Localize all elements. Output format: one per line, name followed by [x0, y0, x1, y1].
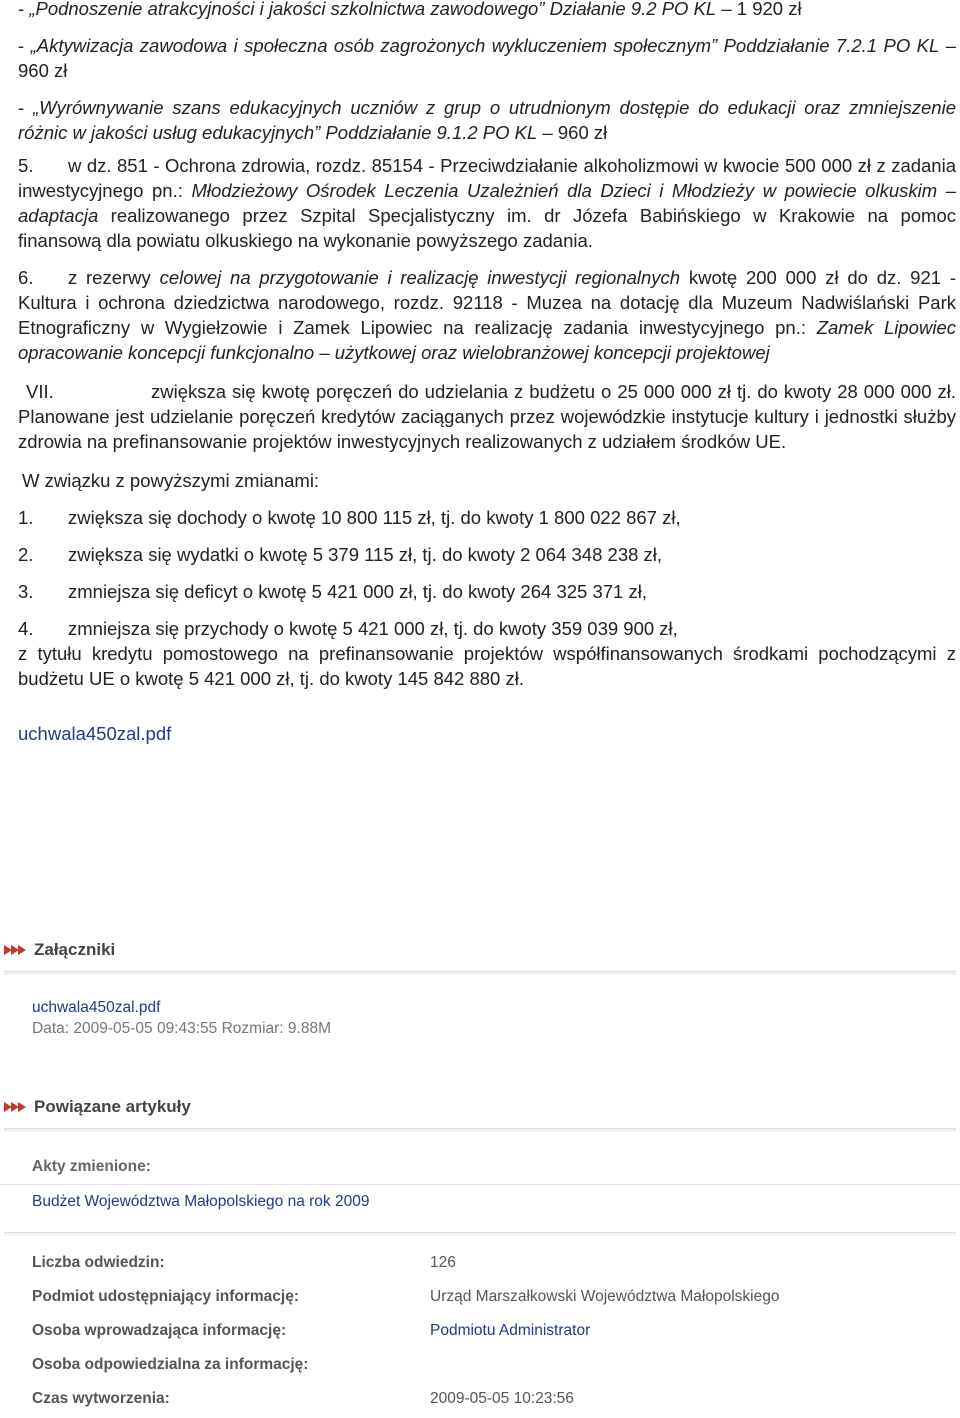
- item-number: 4.: [18, 618, 34, 639]
- bullet-title: „Podnoszenie atrakcyjności i jakości szkolnictwa zawodowego” Działanie 9.2 PO KL: [29, 0, 717, 19]
- bullet-title: „Wyrównywanie szans edukacyjnych uczniów z grup o utrudnionym dostępie do edukacji oraz zmniejszenie różnic w jakości usług edukacyjnych” Poddziałanie 9.1.2 PO KL: [18, 97, 956, 143]
- entered-by-link[interactable]: Podmiotu Administrator: [430, 1322, 591, 1339]
- paragraph-vii: [18, 379, 956, 454]
- divider: [4, 1128, 956, 1132]
- related-article-link[interactable]: Budżet Województwa Małopolskiego na rok 2009: [32, 1193, 370, 1210]
- divider: [4, 971, 956, 975]
- paragraph-italic: celowej na przygotowanie i realizację inwestycji regionalnych: [159, 267, 681, 288]
- divider: [0, 1184, 960, 1185]
- item-number: 2.: [18, 544, 34, 565]
- bullet-dash: -: [18, 35, 31, 56]
- amended-acts-label: Akty zmienione:: [32, 1158, 151, 1175]
- bullet-amount: – 1 920 zł: [716, 0, 802, 19]
- paragraph-6: [18, 265, 956, 365]
- paragraph-text: z rezerwy: [68, 267, 160, 288]
- paragraph-text: kwotę 200 000 zł do dz. 921 - Kultura i ochrona dziedzictwa narodowego, rozdz. 92118 - Muzea na dotację dla Muzeum Nadwiślański Park Etnograficzny w Wygiełzowie i Zamek Lipowiec na realizację zadania inwestycyjnego pn.:: [18, 267, 956, 338]
- double-arrow-icon: [4, 1100, 26, 1114]
- bullet-title: „Aktywizacja zawodowa i społeczna osób zagrożonych wykluczeniem społecznym” Poddziałanie 7.2.1 PO KL: [30, 35, 940, 56]
- info-label: Osoba odpowiedzialna za informację:: [32, 1356, 309, 1373]
- paragraph-number: 5.: [18, 155, 34, 176]
- paragraph-number: 6.: [18, 267, 34, 288]
- paragraph-italic: Młodzieżowy Ośrodek Leczenia Uzależnień dla Dzieci i Młodzieży w powiecie olkuskim – adaptacja: [18, 180, 956, 226]
- bullet-dash: -: [18, 0, 30, 19]
- paragraph-5: [18, 153, 956, 253]
- bullet-7-2-1: [18, 33, 956, 83]
- info-value: Urząd Marszałkowski Województwa Małopolskiego: [430, 1288, 780, 1305]
- info-label: Czas wytworzenia:: [32, 1390, 170, 1407]
- attachment-meta: Data: 2009-05-05 09:43:55 Rozmiar: 9.88M: [32, 1020, 331, 1037]
- bullet-amount: – 960 zł: [18, 35, 956, 81]
- attachments-title: Załączniki: [34, 940, 116, 959]
- paragraph-text: realizowanego przez Szpital Specjalistyczny im. dr Józefa Babińskiego w Krakowie na pomoc finansową dla powiatu olkuskiego na wykonanie powyższego zadania.: [18, 205, 956, 251]
- bullet-amount: – 960 zł: [537, 122, 608, 143]
- info-label: Podmiot udostępniający informację:: [32, 1288, 299, 1305]
- item-text: zmniejsza się deficyt o kwotę 5 421 000 zł, tj. do kwoty 264 325 371 zł,: [68, 581, 647, 602]
- double-arrow-icon: [4, 943, 26, 957]
- attachment-link[interactable]: uchwala450zal.pdf: [18, 723, 172, 744]
- bullet-9-2: [18, 0, 956, 21]
- paragraph-italic: Zamek Lipowiec opracowanie koncepcji funkcjonalno – użytkowej oraz wielobranżowej koncepcji projektowej: [18, 317, 956, 363]
- paragraph-number: VII.: [26, 381, 54, 402]
- related-header: [0, 1092, 960, 1122]
- attachment-file-link[interactable]: uchwala450zal.pdf: [32, 999, 161, 1016]
- item-number: 1.: [18, 507, 34, 528]
- bullet-9-1-2: [18, 95, 956, 145]
- list-item: [18, 579, 956, 604]
- info-label: Liczba odwiedzin:: [32, 1254, 165, 1271]
- item-text: zwiększa się wydatki o kwotę 5 379 115 zł, tj. do kwoty 2 064 348 238 zł,: [68, 544, 663, 565]
- list-item: [18, 505, 956, 530]
- info-value: 126: [430, 1254, 456, 1271]
- document-body: [18, 0, 956, 746]
- item-number: 3.: [18, 581, 34, 602]
- related-title: Powiązane artykuły: [34, 1097, 191, 1116]
- bullet-dash: -: [18, 97, 33, 118]
- attachments-section: [0, 935, 960, 1037]
- list-item: [18, 616, 956, 641]
- info-divider: [4, 1232, 956, 1236]
- credit-note: z tytułu kredytu pomostowego na prefinansowanie projektów współfinansowanych środkami pochodzącymi z budżetu UE o kwotę 5 421 000 zł, tj. do kwoty 145 842 880 zł.: [18, 643, 956, 689]
- attachments-header: [0, 935, 960, 965]
- info-label: Osoba wprowadzająca informację:: [32, 1322, 287, 1339]
- related-section: [0, 1092, 960, 1210]
- info-value: 2009-05-05 10:23:56: [430, 1390, 574, 1407]
- paragraph-text: w dz. 851 - Ochrona zdrowia, rozdz. 85154 - Przeciwdziałanie alkoholizmowi w kwocie 500 000 zł z zadania inwestycyjnego pn.:: [18, 155, 956, 201]
- item-text: zmniejsza się przychody o kwotę 5 421 000 zł, tj. do kwoty 359 039 900 zł,: [68, 618, 678, 639]
- list-item: [18, 542, 956, 567]
- item-text: zwiększa się dochody o kwotę 10 800 115 zł, tj. do kwoty 1 800 022 867 zł,: [68, 507, 681, 528]
- paragraph-text: zwiększa się kwotę poręczeń do udzielania z budżetu o 25 000 000 zł tj. do kwoty 28 000 000 zł. Planowane jest udzielanie poręczeń kredytów zaciąganych przez wojewódzkie instytucje kultury i jednostki służby zdrowia na prefinansowanie projektów inwestycyjnych realizowanych z udziałem środków UE.: [18, 381, 956, 452]
- changes-intro: W związku z powyższymi zmianami:: [22, 470, 320, 491]
